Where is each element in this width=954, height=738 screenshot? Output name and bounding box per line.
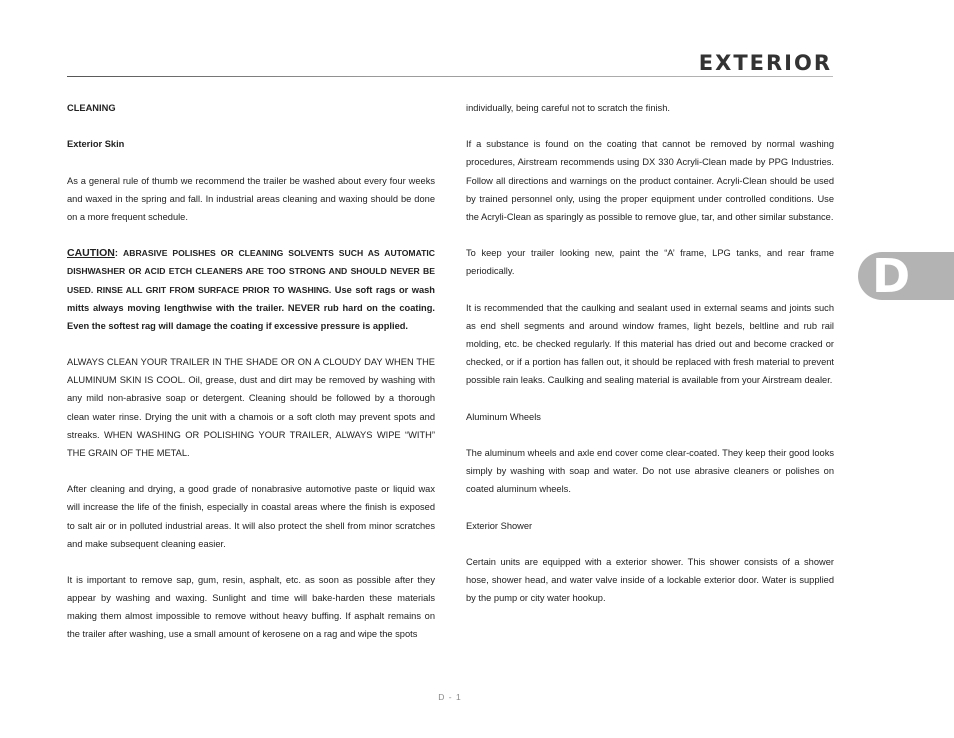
paragraph-paint-frame: To keep your trailer looking new, paint the “A’ frame, LPG tanks, and rear frame periodically. xyxy=(466,248,834,277)
paragraph-continued: individually, being careful not to scratch the finish. xyxy=(466,103,670,113)
paragraph-caulking: It is recommended that the caulking and sealant used in external seams and joints such as end shell segments and around window frames, light bezels, beltline and rub rail molding, etc. be checked regularly. If this material has dried out and become cracked or checked, or if a portion has fallen out, it should be replaced with fresh material to prevent possible rain leaks. Caulking and sealing material is available from your Airstream dealer. xyxy=(466,302,834,386)
paragraph-shower: Certain units are equipped with a exterior shower. This shower consists of a shower hose, shower head, and water valve inside of a lockable exterior door. Water is supplied by the pump or city water hookup. xyxy=(466,556,834,604)
caution-paragraph xyxy=(67,244,435,335)
caution-caps-text: ABRASIVE POLISHES OR CLEANING SOLVENTS SUCH AS AUTOMATIC DISHWASHER OR ACID ETCH CLEANERS ARE TOO STRONG AND SHOULD NEVER BE USED. RINSE ALL GRIT FROM SURFACE PRIOR TO WASHING. xyxy=(67,248,435,295)
caution-label: CAUTION xyxy=(67,247,115,260)
page-title: EXTERIOR xyxy=(698,51,832,75)
paragraph-wash-schedule: As a general rule of thumb we recommend the trailer be washed about every four weeks and waxed in the spring and fall. In industrial areas cleaning and waxing should be done on a more frequent schedule. xyxy=(67,175,435,222)
paragraph-remove-sap: It is important to remove sap, gum, resin, asphalt, etc. as soon as possible after they appear by washing and waxing. Sunlight and time will bake-harden these materials making them almost impossible to remove without heavy buffing. If asphalt remains on the trailer after washing, use a small amount of kerosene on a rag and wipe the spots xyxy=(67,574,435,640)
caution-text: Use soft rags or wash mitts always moving lengthwise with the trailer. NEVER rub hard on the coating. Even the softest rag will damage the coating if excessive pressure is applied. xyxy=(67,284,435,331)
right-column xyxy=(466,99,834,625)
subsection-heading: Exterior Skin xyxy=(67,139,125,150)
subsection-heading-shower: Exterior Shower xyxy=(466,520,533,531)
paragraph-acryli-clean: If a substance is found on the coating that cannot be removed by normal washing procedures, Airstream recommends using DX 330 Acryli-Clean made by PPG Industries. Follow all directions and warnings on the product container. Acryli-Clean should be used by trained personnel only, using the proper equipment under controlled conditions. Use the Acryli-Clean as sparingly as possible to remove glue, tar, and other similar substance. xyxy=(466,139,834,222)
paragraph-wheels: The aluminum wheels and axle end cover come clear-coated. They keep their good looks simply by washing with soap and water. Do not use abrasive cleaners or polishes on coated aluminum wheels. xyxy=(466,447,834,495)
paragraph-clean-in-shade: ALWAYS CLEAN YOUR TRAILER IN THE SHADE OR ON A CLOUDY DAY WHEN THE ALUMINUM SKIN IS COOL. Oil, grease, dust and dirt may be removed by washing with any mild non-abrasive soap or detergent. Cleaning should be followed by a thorough clean water rinse. Drying the unit with a chamois or a soft cloth may prevent spots and streaks. WHEN WASHING OR POLISHING YOUR TRAILER, ALWAYS WIPE “WITH” THE GRAIN OF THE METAL. xyxy=(67,357,435,458)
left-column xyxy=(67,99,435,662)
section-tab-letter: D xyxy=(872,249,911,303)
caution-colon: : xyxy=(114,248,124,259)
subsection-heading-wheels: Aluminum Wheels xyxy=(466,411,541,422)
section-heading: CLEANING xyxy=(67,103,116,113)
page-number: D - 1 xyxy=(438,692,462,702)
paragraph-wax: After cleaning and drying, a good grade of nonabrasive automotive paste or liquid wax will increase the life of the finish, especially in coastal areas where the finish is exposed to salt air or in polluted industrial areas. It will also protect the shell from minor scratches and make subsequent cleaning easier. xyxy=(67,484,435,549)
header-rule xyxy=(67,76,833,77)
